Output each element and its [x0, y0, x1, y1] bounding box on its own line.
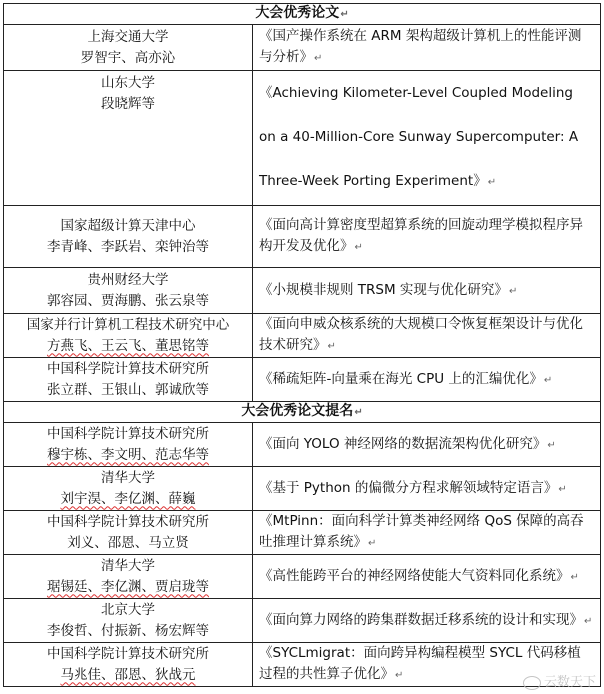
authors: 琚锡廷、李亿渊、贾启珑等 — [47, 578, 209, 595]
affiliation: 国家超级计算天津中心 — [60, 217, 196, 234]
table-row — [4, 423, 601, 467]
affiliation-cell — [4, 268, 253, 314]
affiliation: 清华大学 — [101, 557, 155, 574]
paper-title: 《面向高计算密度型超算系统的回旋动理学模拟程序异构开发及优化》↵ — [253, 206, 601, 268]
table-row — [4, 467, 601, 511]
affiliation-cell — [4, 643, 253, 687]
affiliation: 中国科学院计算技术研究所 — [47, 513, 209, 530]
table-row — [4, 25, 601, 71]
table-row — [4, 511, 601, 555]
table-row — [4, 555, 601, 599]
section-header-row — [4, 402, 601, 423]
affiliation: 中国科学院计算技术研究所 — [47, 360, 209, 377]
authors: 穆宇栋、李文明、范志华等 — [47, 446, 209, 463]
authors: 方燕飞、王云飞、董思铭等 — [47, 337, 209, 354]
table-row — [4, 599, 601, 643]
affiliation-cell — [4, 71, 253, 206]
affiliation: 贵州财经大学 — [87, 271, 169, 288]
authors: 张立群、王银山、郭诚欣等 — [47, 381, 209, 398]
table-row — [4, 71, 601, 206]
affiliation-cell — [4, 358, 253, 402]
paper-title: 《稀疏矩阵-向量乘在海光 CPU 上的汇编优化》↵ — [253, 358, 601, 402]
affiliation-cell — [4, 314, 253, 358]
paper-title: 《国产操作系统在 ARM 架构超级计算机上的性能评测与分析》↵ — [253, 25, 601, 71]
table-row — [4, 206, 601, 268]
table-row — [4, 314, 601, 358]
paper-title: 《高性能跨平台的神经网络使能大气资料同化系统》↵ — [253, 555, 601, 599]
affiliation: 国家并行计算机工程技术研究中心 — [26, 316, 230, 333]
authors: 刘义、邵恩、马立贤 — [67, 534, 189, 551]
paper-title: 《MtPinn：面向科学计算类神经网络 QoS 保障的高吞吐推理计算系统》↵ — [253, 511, 601, 555]
section-header-row — [4, 4, 601, 25]
paper-title: 《Achieving Kilometer-Level Coupled Modeling on a 40-Million-Core Sunway Supercomputer: A Three-Week Porting Experiment》↵ — [253, 71, 601, 206]
affiliation: 中国科学院计算技术研究所 — [47, 425, 209, 442]
affiliation: 山东大学 — [101, 75, 155, 91]
authors: 郭容园、贾海鹏、张云泉等 — [47, 292, 209, 309]
watermark: 云数天下 — [523, 671, 596, 690]
affiliation-cell — [4, 25, 253, 71]
authors: 刘宇淏、李亿渊、薛巍 — [60, 490, 196, 507]
table-row — [4, 268, 601, 314]
paper-title: 《基于 Python 的偏微分方程求解领域特定语言》↵ — [253, 467, 601, 511]
award-table — [3, 3, 601, 687]
section-heading: 大会优秀论文↵ — [4, 4, 601, 25]
affiliation: 上海交通大学 — [87, 28, 169, 45]
paper-title: 《面向算力网络的跨集群数据迁移系统的设计和实现》↵ — [253, 599, 601, 643]
affiliation-cell — [4, 206, 253, 268]
authors: 段晓辉等 — [101, 96, 155, 112]
paper-title: 《SYCLmigrat：面向跨异构编程模型 SYCL 代码移植过程的共性算子优化》↵ — [253, 643, 601, 687]
affiliation-cell — [4, 423, 253, 467]
affiliation-cell — [4, 467, 253, 511]
table-row — [4, 643, 601, 687]
authors: 李青峰、李跃岩、栾钟治等 — [47, 238, 209, 255]
paper-title: 《面向申威众核系统的大规模口令恢复框架设计与优化技术研究》↵ — [253, 314, 601, 358]
section-heading: 大会优秀论文提名↵ — [4, 402, 601, 423]
authors: 罗智宇、高亦沁 — [80, 49, 176, 66]
paper-title: 《小规模非规则 TRSM 实现与优化研究》↵ — [253, 268, 601, 314]
affiliation-cell — [4, 511, 253, 555]
affiliation-cell — [4, 555, 253, 599]
weibo-icon — [523, 676, 541, 690]
affiliation: 清华大学 — [101, 469, 155, 486]
authors: 李俊哲、付振新、杨宏辉等 — [47, 622, 209, 639]
affiliation: 中国科学院计算技术研究所 — [47, 645, 209, 662]
affiliation-cell — [4, 599, 253, 643]
affiliation: 北京大学 — [101, 601, 155, 618]
paper-title: 《面向 YOLO 神经网络的数据流架构优化研究》↵ — [253, 423, 601, 467]
table-row — [4, 358, 601, 402]
authors: 马兆佳、邵恩、狄战元 — [60, 666, 196, 683]
